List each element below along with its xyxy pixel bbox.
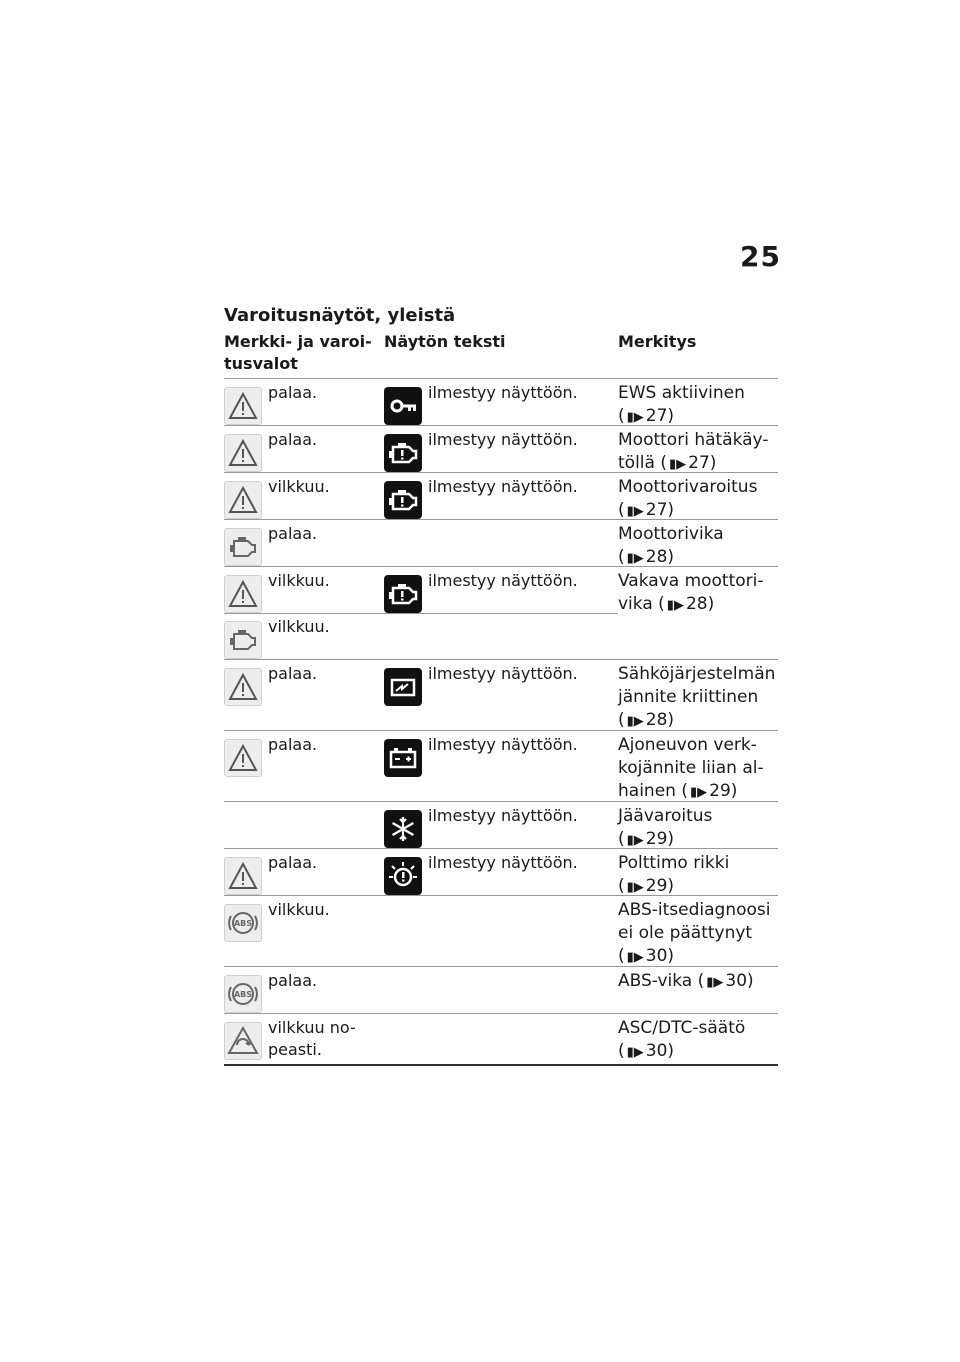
display-text: ilmestyy näyttöön. [428,430,578,449]
page-reference[interactable]: 30) [725,971,754,991]
reference-arrow-icon: ▮▶ [626,880,644,895]
engine-icon [384,481,422,519]
section-title: Varoitusnäytöt, yleistä [224,305,456,326]
abs-icon-label: ABS [233,990,253,999]
state-text: vilkkuu. [268,571,330,590]
engine-icon [384,434,422,472]
table-row [224,378,778,425]
meaning-text: Sähköjärjestelmän jännite kriittinen ( ▮▶ 28) [618,663,778,733]
state-text: palaa. [268,383,318,402]
header-display-text: Näytön teksti [384,332,506,351]
table-row [224,848,778,895]
meaning-text: ASC/DTC-säätö ( ▮▶ 30) [618,1017,778,1064]
page-reference[interactable]: 30) [645,946,675,966]
engine-icon [384,575,422,613]
state-text: palaa. [268,971,318,990]
asc-icon [224,1022,262,1060]
meaning-text: Moottorivika ( ▮▶ 28) [618,523,778,570]
page-reference[interactable]: 29) [645,829,675,849]
page-reference[interactable]: 27) [645,500,675,520]
reference-arrow-icon: ▮▶ [626,551,644,566]
meaning-text: ABS-vika ( ▮▶ 30) [618,970,778,994]
display-text: ilmestyy näyttöön. [428,383,578,402]
header-signal-lights: Merkki- ja varoi-tusvalot [224,332,372,373]
warning-triangle-icon [224,481,262,519]
table-row [224,801,778,848]
state-text: vilkkuu no-peasti. [268,1018,356,1059]
table-row [224,566,778,659]
display-text: ilmestyy näyttöön. [428,735,578,754]
display-text: ilmestyy näyttöön. [428,477,578,496]
warning-table [224,378,778,1066]
reference-arrow-icon: ▮▶ [626,504,644,519]
state-text: palaa. [268,853,318,872]
state-text: palaa. [268,735,318,754]
reference-arrow-icon: ▮▶ [666,598,684,613]
page-reference[interactable]: 28) [645,710,675,730]
abs-icon-label: ABS [233,919,253,928]
page-reference[interactable]: 30) [645,1041,675,1061]
abs-icon [224,904,262,942]
table-row [224,472,778,519]
row-divider [224,613,618,614]
state-text: vilkkuu. [268,477,330,496]
table-row [224,659,778,730]
page-number: 25 [740,240,781,273]
abs-icon [224,975,262,1013]
meaning-text: ABS-itsediagnoosi ei ole päättynyt ( ▮▶ 30) [618,899,778,969]
meaning-text: Jäävaroitus ( ▮▶ 29) [618,805,778,852]
meaning-text: Polttimo rikki ( ▮▶ 29) [618,852,778,899]
page-reference[interactable]: 27) [645,406,675,426]
page-reference[interactable]: 27) [688,453,717,473]
display-text: ilmestyy näyttöön. [428,571,578,590]
warning-triangle-icon [224,575,262,613]
page-reference[interactable]: 29) [709,781,738,801]
reference-arrow-icon: ▮▶ [668,457,687,472]
bulb-icon [384,857,422,895]
header-meaning: Merkitys [618,332,697,351]
reference-arrow-icon: ▮▶ [626,410,644,425]
key-icon [384,387,422,425]
warning-triangle-icon [224,739,262,777]
display-text: ilmestyy näyttöön. [428,853,578,872]
voltage-icon [384,668,422,706]
page-reference[interactable]: 28) [685,594,715,614]
table-row [224,1013,778,1066]
snowflake-icon [384,810,422,848]
battery-icon [384,739,422,777]
warning-triangle-icon [224,857,262,895]
warning-triangle-icon [224,387,262,425]
page-reference[interactable]: 29) [645,876,675,896]
state-text: vilkkuu. [268,900,330,919]
warning-triangle-icon [224,434,262,472]
table-row [224,519,778,566]
reference-arrow-icon: ▮▶ [689,785,708,800]
warning-triangle-icon [224,668,262,706]
engine-icon [224,528,262,566]
table-row [224,425,778,472]
table-row [224,966,778,1013]
meaning-text: EWS aktiivinen ( ▮▶ 27) [618,382,778,429]
reference-arrow-icon: ▮▶ [626,1045,644,1060]
meaning-text: Moottori hätäkäy-töllä ( ▮▶ 27) [618,429,778,476]
meaning-text: Ajoneuvon verk-kojännite liian al-hainen ( ▮▶ 29) [618,734,778,804]
page-reference[interactable]: 28) [645,547,675,567]
table-row [224,730,778,801]
meaning-text: Vakava moottori-vika ( ▮▶ 28) [618,570,778,617]
state-text: palaa. [268,430,318,449]
reference-arrow-icon: ▮▶ [626,833,644,848]
display-text: ilmestyy näyttöön. [428,664,578,683]
engine-icon [224,621,262,659]
state-text: vilkkuu. [268,617,330,636]
table-row [224,895,778,966]
state-text: palaa. [268,664,318,683]
display-text: ilmestyy näyttöön. [428,806,578,825]
reference-arrow-icon: ▮▶ [626,714,644,729]
reference-arrow-icon: ▮▶ [626,950,644,965]
meaning-text: Moottorivaroitus ( ▮▶ 27) [618,476,778,523]
reference-arrow-icon: ▮▶ [706,975,724,990]
state-text: palaa. [268,524,318,543]
